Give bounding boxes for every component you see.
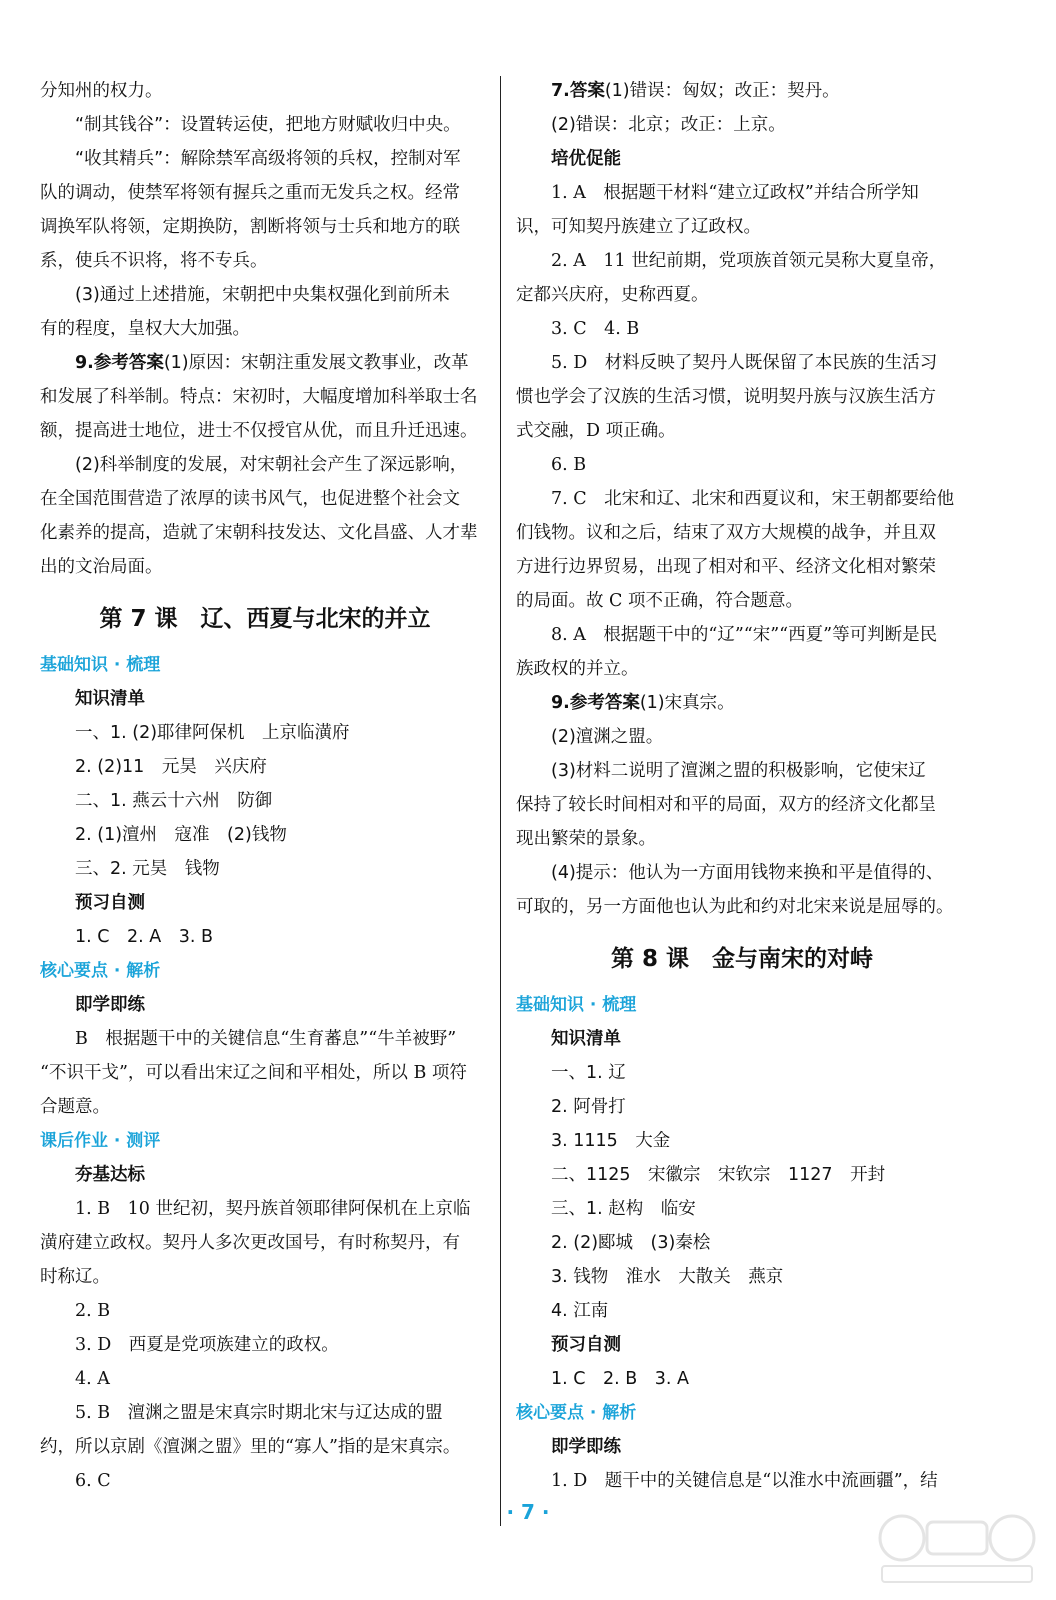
text-line: 有的程度，皇权大大加强。 — [40, 319, 250, 339]
section-heading-core: 核心要点 · 解析 — [40, 961, 161, 981]
text-line: 3. C 4. B — [551, 319, 640, 339]
text-line: 潢府建立政权。契丹人多次更改国号，有时称契丹，有 — [40, 1233, 460, 1253]
subheading-preview-test: 预习自测 — [551, 1335, 621, 1355]
answer-label: 参考答案 — [93, 353, 164, 373]
answer-text: (1)错误：匈奴；改正：契丹。 — [604, 81, 840, 101]
text-line: (3)通过上述措施，宋朝把中央集权强化到前所未 — [75, 285, 450, 305]
text-line: 5. D 材料反映了契丹人既保留了本民族的生活习 — [551, 353, 938, 373]
text-line: (3)材料二说明了澶渊之盟的积极影响，它使宋辽 — [551, 761, 926, 781]
text-line: 的局面。故 C 项不正确，符合题意。 — [516, 591, 804, 611]
subheading-practice: 即学即练 — [551, 1437, 621, 1457]
section-heading-basic: 基础知识 · 梳理 — [516, 995, 637, 1015]
text-line: (2)错误：北京；改正：上京。 — [551, 115, 786, 135]
subheading-advanced: 培优促能 — [551, 149, 621, 169]
text-line: 队的调动，使禁军将领有握兵之重而无发兵之权。经常 — [40, 183, 460, 203]
text-line: (2)澶渊之盟。 — [551, 727, 664, 747]
subheading-base: 夯基达标 — [75, 1165, 145, 1185]
text-line: 4. A — [75, 1369, 110, 1389]
text-line: 出的文治局面。 — [40, 557, 163, 577]
text-line: 分知州的权力。 — [40, 81, 163, 101]
list-item: 一、1. (2)耶律阿保机 上京临潢府 — [75, 723, 350, 743]
section-heading-basic: 基础知识 · 梳理 — [40, 655, 161, 675]
right-column — [516, 74, 968, 1498]
subheading-preview-test: 预习自测 — [75, 893, 145, 913]
list-item: 2. 阿骨打 — [551, 1097, 626, 1117]
answer-text: (1)原因：宋朝注重发展文教事业，改革 — [163, 353, 469, 373]
text-line: 时称辽。 — [40, 1267, 110, 1287]
text-line: (4)提示：他认为一方面用钱物来换和平是值得的、 — [551, 863, 944, 883]
question-9-answer — [40, 346, 490, 380]
section-heading-homework: 课后作业 · 测评 — [40, 1131, 161, 1151]
watermark-logo — [872, 1508, 1042, 1588]
text-line: (2)科举制度的发展，对宋朝社会产生了深远影响， — [75, 455, 468, 475]
text-line: 7. C 北宋和辽、北宋和西夏议和，宋王朝都要给他 — [551, 489, 955, 509]
text-line: 定都兴庆府，史称西夏。 — [516, 285, 709, 305]
text-line: 现出繁荣的景象。 — [516, 829, 656, 849]
preview-answers: 1. C 2. A 3. B — [75, 927, 213, 947]
text-line: 在全国范围营造了浓厚的读书风气，也促进整个社会文 — [40, 489, 460, 509]
page-number: · 7 · — [506, 1500, 550, 1524]
list-item: 三、1. 赵构 临安 — [551, 1199, 696, 1219]
list-item: 二、1. 燕云十六州 防御 — [75, 791, 273, 811]
text-line: 和发展了科举制。特点：宋初时，大幅度增加科举取士名 — [40, 387, 478, 407]
text-line: 额，提高进士地位，进士不仅授官从优，而且升迁迅速。 — [40, 421, 478, 441]
list-item: 2. (2)11 元昊 兴庆府 — [75, 757, 267, 777]
list-item: 二、1125 宋徽宗 宋钦宗 1127 开封 — [551, 1165, 886, 1185]
text-line: “收其精兵”：解除禁军高级将领的兵权，控制对军 — [75, 149, 461, 169]
text-line: 2. B — [75, 1301, 111, 1321]
text-line: “不识干戈”，可以看出宋辽之间和平相处，所以 B 项符 — [40, 1063, 467, 1083]
text-line: 调换军队将领，定期换防，割断将领与士兵和地方的联 — [40, 217, 460, 237]
answer-label: 参考答案 — [569, 693, 640, 713]
question-9-answer — [516, 686, 968, 720]
subheading-knowledge-list: 知识清单 — [75, 689, 145, 709]
text-line: 约，所以京剧《澶渊之盟》里的“寡人”指的是宋真宗。 — [40, 1437, 461, 1457]
text-line: 2. A 11 世纪前期，党项族首领元昊称大夏皇帝， — [551, 251, 947, 271]
subheading-practice: 即学即练 — [75, 995, 145, 1015]
text-line: 可取的，另一方面他也认为此和约对北宋来说是屈辱的。 — [516, 897, 954, 917]
lesson-7-title: 第 7 课 辽、西夏与北宋的并立 — [99, 606, 431, 632]
column-divider — [500, 76, 501, 1526]
text-line: 1. A 根据题干材料“建立辽政权”并结合所学知 — [551, 183, 919, 203]
preview-answers: 1. C 2. B 3. A — [551, 1369, 689, 1389]
question-number: 9. — [75, 353, 94, 373]
text-line: 系，使兵不识将，将不专兵。 — [40, 251, 268, 271]
text-line: 6. C — [75, 1471, 111, 1491]
list-item: 一、1. 辽 — [551, 1063, 626, 1083]
text-line: 1. B 10 世纪初，契丹族首领耶律阿保机在上京临 — [75, 1199, 471, 1219]
question-number: 7. — [551, 81, 570, 101]
text-line: 6. B — [551, 455, 587, 475]
list-item: 3. 钱物 淮水 大散关 燕京 — [551, 1267, 784, 1287]
list-item: 三、2. 元昊 钱物 — [75, 859, 220, 879]
text-line: 1. D 题干中的关键信息是“以淮水中流画疆”，结 — [551, 1471, 938, 1491]
list-item: 3. 1115 大金 — [551, 1131, 671, 1151]
text-line: 5. B 澶渊之盟是宋真宗时期北宋与辽达成的盟 — [75, 1403, 443, 1423]
list-item: 2. (2)郾城 (3)秦桧 — [551, 1233, 711, 1253]
list-item: 4. 江南 — [551, 1301, 609, 1321]
text-line: 惯也学会了汉族的生活习惯，说明契丹族与汉族生活方 — [516, 387, 936, 407]
question-7-answer — [516, 74, 968, 108]
left-column — [40, 74, 490, 1498]
lesson-8-title: 第 8 课 金与南宋的对峙 — [610, 946, 874, 972]
question-number: 9. — [551, 693, 570, 713]
text-line: “制其钱谷”：设置转运使，把地方财赋收归中央。 — [75, 115, 461, 135]
text-line: 方进行边界贸易，出现了相对和平、经济文化相对繁荣 — [516, 557, 936, 577]
text-line: 8. A 根据题干中的“辽”“宋”“西夏”等可判断是民 — [551, 625, 938, 645]
text-line: 3. D 西夏是党项族建立的政权。 — [75, 1335, 339, 1355]
text-line: 识，可知契丹族建立了辽政权。 — [516, 217, 761, 237]
text-line: 们钱物。议和之后，结束了双方大规模的战争，并且双 — [516, 523, 936, 543]
text-line: 合题意。 — [40, 1097, 110, 1117]
text-line: 式交融，D 项正确。 — [516, 421, 676, 441]
answer-label: 答案 — [569, 81, 605, 101]
list-item: 2. (1)澶州 寇准 (2)钱物 — [75, 825, 287, 845]
text-line: 化素养的提高，造就了宋朝科技发达、文化昌盛、人才辈 — [40, 523, 478, 543]
answer-text: (1)宋真宗。 — [639, 693, 735, 713]
text-line: 族政权的并立。 — [516, 659, 639, 679]
section-heading-core: 核心要点 · 解析 — [516, 1403, 637, 1423]
text-line: B 根据题干中的关键信息“生育蕃息”“牛羊被野” — [75, 1029, 457, 1049]
text-line: 保持了较长时间相对和平的局面，双方的经济文化都呈 — [516, 795, 936, 815]
subheading-knowledge-list: 知识清单 — [551, 1029, 621, 1049]
